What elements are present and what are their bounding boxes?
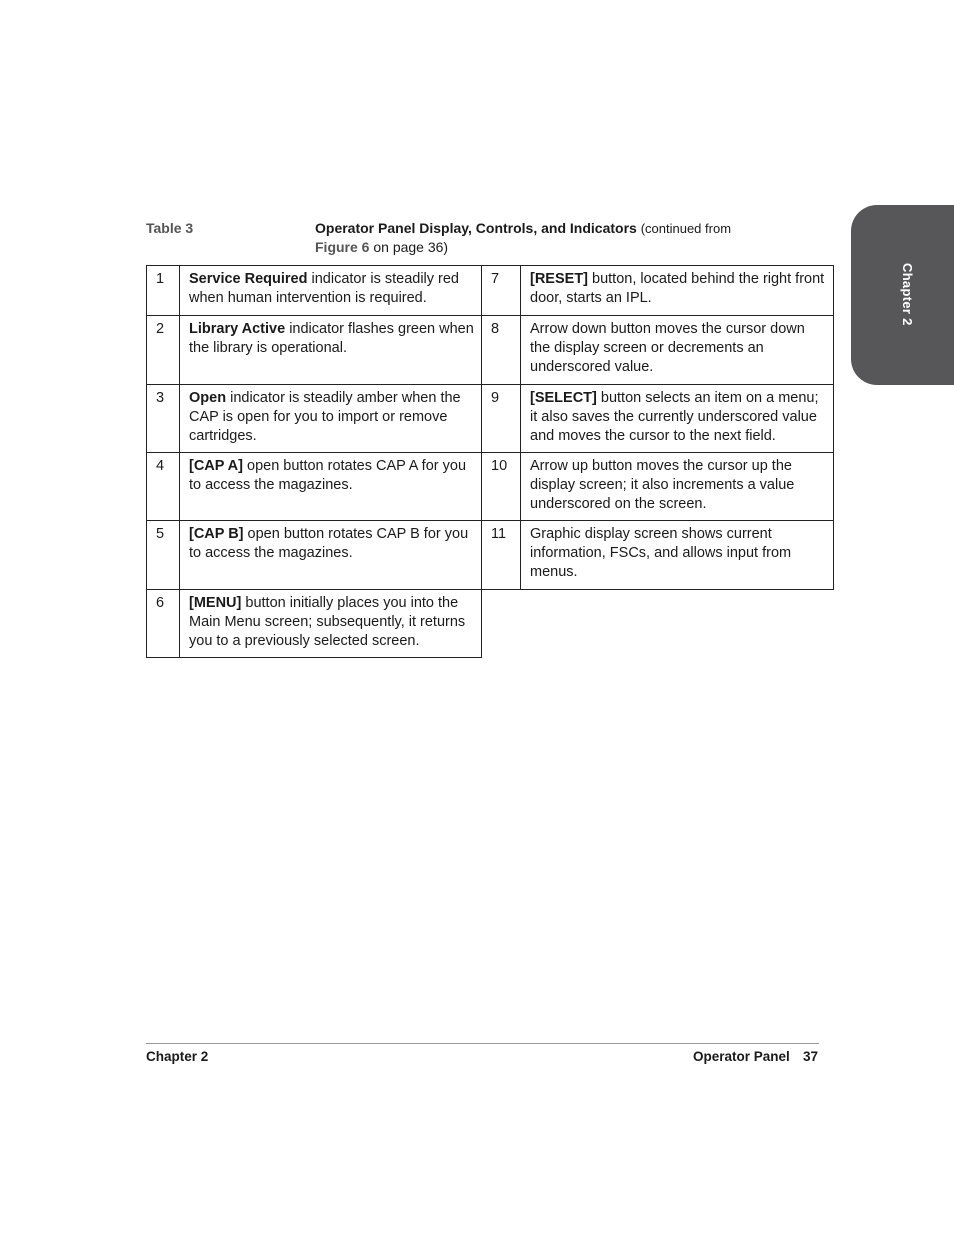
- item-description: [521, 521, 834, 590]
- item-description: [521, 385, 834, 453]
- item-text: button, located behind the right front door, starts an IPL.: [530, 271, 825, 306]
- chapter-tab-label: Chapter 2: [900, 263, 915, 326]
- table-row: [147, 385, 834, 453]
- item-text: Arrow down button moves the cursor down the display screen or decrements an underscored value.: [530, 321, 805, 375]
- table-title: [315, 219, 815, 257]
- item-number: 10: [482, 453, 521, 521]
- item-number: 3: [147, 385, 180, 453]
- footer-divider: [146, 1043, 819, 1044]
- item-description: [180, 266, 482, 316]
- item-number: 9: [482, 385, 521, 453]
- item-description: [180, 385, 482, 453]
- item-number: 1: [147, 266, 180, 316]
- footer-chapter: Chapter 2: [146, 1049, 209, 1064]
- item-text: open button rotates CAP B for you to access the magazines.: [189, 526, 469, 561]
- item-description: [521, 266, 834, 316]
- item-keyword: [SELECT]: [530, 390, 597, 406]
- table-title-text: Operator Panel Display, Controls, and Indicators: [315, 220, 637, 236]
- item-description: [521, 453, 834, 521]
- item-keyword: Service Required: [189, 271, 308, 287]
- table-row: [147, 453, 834, 521]
- item-description: [521, 316, 834, 385]
- page-number: 37: [803, 1049, 819, 1064]
- item-text: indicator is steadily amber when the CAP is open for you to import or remove cartridges.: [189, 390, 461, 444]
- item-keyword: [MENU]: [189, 595, 242, 611]
- item-description: [180, 590, 482, 658]
- table-row: [147, 521, 834, 590]
- item-text: Arrow up button moves the cursor up the display screen; it also increments a value underscored on the screen.: [530, 458, 795, 512]
- item-number: 8: [482, 316, 521, 385]
- empty-cell: [482, 590, 834, 658]
- figure-link[interactable]: Figure 6: [315, 239, 370, 255]
- item-number: 7: [482, 266, 521, 316]
- table-label: Table 3: [146, 220, 194, 236]
- item-description: [180, 453, 482, 521]
- item-keyword: [CAP B]: [189, 526, 244, 542]
- item-number: 6: [147, 590, 180, 658]
- item-text: button selects an item on a menu; it also saves the currently underscored value and moves the cursor to the next field.: [530, 390, 819, 444]
- table-row: [147, 590, 834, 658]
- table-row: [147, 316, 834, 385]
- item-text: Graphic display screen shows current information, FSCs, and allows input from menus.: [530, 526, 792, 580]
- item-text: open button rotates CAP A for you to access the magazines.: [189, 458, 467, 493]
- table-title-continued: (continued from: [640, 221, 732, 236]
- item-keyword: [RESET]: [530, 271, 588, 287]
- item-number: 5: [147, 521, 180, 590]
- item-number: 2: [147, 316, 180, 385]
- item-text: indicator flashes green when the library is operational.: [189, 321, 474, 356]
- item-number: 4: [147, 453, 180, 521]
- item-keyword: Library Active: [189, 321, 286, 337]
- item-number: 11: [482, 521, 521, 590]
- item-keyword: [CAP A]: [189, 458, 243, 474]
- table-row: [147, 266, 834, 316]
- item-description: [180, 316, 482, 385]
- item-description: [180, 521, 482, 590]
- item-keyword: Open: [189, 390, 227, 406]
- footer-section: Operator Panel: [693, 1049, 790, 1064]
- item-text: button initially places you into the Main Menu screen; subsequently, it returns you to a previously selected screen.: [189, 595, 466, 649]
- operator-panel-table: [146, 265, 834, 658]
- item-text: indicator is steadily red when human intervention is required.: [189, 271, 459, 306]
- page-reference: on page 36): [373, 239, 449, 255]
